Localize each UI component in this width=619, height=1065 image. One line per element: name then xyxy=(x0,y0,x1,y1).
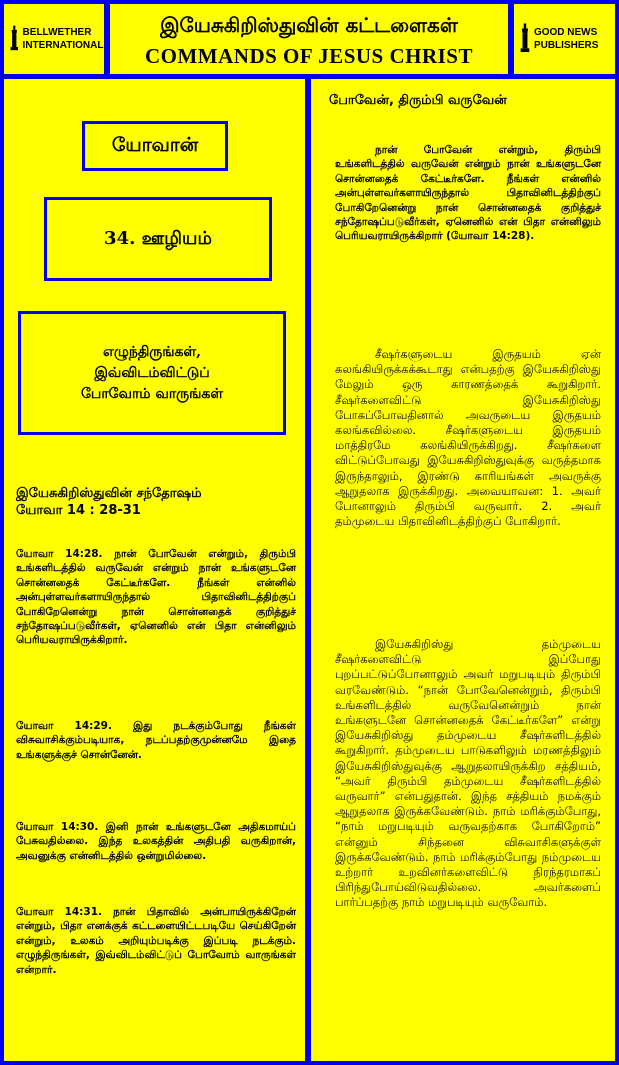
chapter-box xyxy=(44,197,272,281)
verse-30: யோவா 14:30. இனி நான் உங்களுடனே அதிகமாய்ப் பேசுவதில்லை. இந்த உலகத்தின் அதிபதி வருகிறான், அவனுக்கு என்னிடத்தில் ஒன்றுமில்லை. xyxy=(16,821,296,862)
command-line-2: இவ்விடம்விட்டுப் xyxy=(94,364,210,381)
title-tamil: இயேசுகிறிஸ்துவின் கட்டளைகள் xyxy=(160,13,458,37)
bellwether-logo xyxy=(4,4,104,74)
left-column xyxy=(4,79,305,1061)
book-title-box xyxy=(82,121,228,171)
section-heading xyxy=(16,485,296,519)
title-english: COMMANDS OF JESUS CHRIST xyxy=(144,44,473,68)
page-title xyxy=(110,4,508,74)
tower-icon xyxy=(10,14,19,64)
commentary-heading: போவேன், திரும்பி வருவேன் xyxy=(329,93,507,108)
section-reference: யோவா 14 : 28-31 xyxy=(16,503,141,518)
commentary-paragraph-2: இயேசுகிறிஸ்து தம்முடைய சீஷர்களைவிட்டு இப்போது புறப்பட்டுப்போனாலும் அவர் மறுபடியும் திரும்பி வரவேண்டும். “நான் போவேனென்றும், திரும்பி உங்களிடத்தில் வருவேனென்றும் நான் உங்களுடனே சொன்னதைக் கேட்டீர்களே” என்று இயேசுகிறிஸ்து தம்முடைய சீஷர்களிடத்தில் கூறுகிறார். தம்முடைய பாடுகளிலும் மரணத்திலும் இயேசுகிறிஸ்துவுக்கு ஆறுதலாயிருக்கிற சத்தியம், “அவர் திரும்பி தம்முடைய சீஷர்களிடத்தில் வருவார்” என்பதுதான். இந்த சத்தியம் நமக்கும் ஆறுதலாக இருக்கவேண்டும். நாம் மரிக்கும்போது, “நாம் மறுபடியும் வருவதற்காக போகிறோம்” என்னும் சிந்தனை விசுவாசிகளுக்குள் இருக்கவேண்டும். நாம் மரிக்கும்போது நம்முடைய உற்றார் உறவினர்களைவிட்டு நிரந்தரமாகப் பிரிந்துபோய்விடுவதில்லை. அவர்களைப் பார்ப்பதற்கு நாம் மறுபடியும் வருவோம். xyxy=(335,637,601,910)
right-column xyxy=(311,79,615,1061)
section-title: இயேசுகிறிஸ்துவின் சந்தோஷம் xyxy=(16,486,202,501)
command-line-3: போவோம் வாருங்கள் xyxy=(80,385,223,402)
good-news-logo xyxy=(514,4,615,74)
commentary-paragraph-1: சீஷர்களுடைய இருதயம் ஏன் கலங்கியிருக்கக்கூடாது என்பதற்கு இயேசுகிறிஸ்து மேலும் ஒரு காரணத்தைக் கூறுகிறார். சீஷர்களைவிட்டு இயேசுகிறிஸ்து போகப்போவதினால் அவருடைய இருதயம் கலங்கவில்லை. சீஷர்களுடைய இருதயம் மாத்திரமே கலங்கியிருக்கிறது. சீஷர்களை விட்டுப்போவது இயேசுகிறிஸ்துவுக்கு வருத்தமாக இருந்தாலும், இரண்டு காரியங்கள் அவருக்கு ஆறுதலாக இருக்கிறது. அவையாவன: 1. அவர் போனாலும் திரும்பி வருவார். 2. அவர் தம்முடைய பிதாவினிடத்திற்குப் போகிறார். xyxy=(335,347,601,529)
verse-28: யோவா 14:28. நான் போவேன் என்றும், திரும்பி உங்களிடத்தில் வருவேன் என்றும் நான் உங்களுடனே சொன்னதைக் கேட்டீர்களே. நீங்கள் என்னில் அன்புள்ளவர்களாயிருந்தால் பிதாவினிடத்திற்குப் போகிறேனென்று நான் சொன்னதைக் குறித்துச் சந்தோஷப்படுவீர்கள், ஏனெனில் என் பிதா என்னிலும் பெரியவராயிருக்கிறார். xyxy=(16,548,296,647)
bellwether-logo-text: BELLWETHER INTERNATIONAL xyxy=(22,27,104,51)
commentary-quote: நான் போவேன் என்றும், திரும்பி உங்களிடத்தில் வருவேன் என்றும் நான் உங்களுடனே சொன்னதைக் கேட்டீர்களே. நீங்கள் என்னில் அன்புள்ளவர்களாயிருந்தால் பிதாவினிடத்திற்குப் போகிறேனென்று நான் சொன்னதைக் குறித்துச் சந்தோஷப்படுவீர்கள், ஏனெனில் என் பிதா என்னிலும் பெரியவராயிருக்கிறார் (யோவா 14:28). xyxy=(335,144,601,243)
verse-31: யோவா 14:31. நான் பிதாவில் அன்பாயிருக்கிறேன் என்றும், பிதா எனக்குக் கட்டளையிட்டபடியே செய்கிறேன் என்றும், உலகம் அறியும்படிக்கு இப்படி நடக்கும். எழுந்திருங்கள், இவ்விடம்விட்டுப் போவோம் வாருங்கள் என்றார். xyxy=(16,906,296,976)
book-title: யோவான் xyxy=(111,133,199,156)
verse-29: யோவா 14:29. இது நடக்கும்போது நீங்கள் விசுவாசிக்கும்படியாக, நடப்பதற்குமுன்னமே இதை உங்களுக்குச் சொன்னேன். xyxy=(16,720,296,761)
command-box xyxy=(18,311,286,435)
command-line-1: எழுந்திருங்கள், xyxy=(102,343,202,360)
good-news-logo-text: GOOD NEWS PUBLISHERS xyxy=(533,27,599,51)
tower-icon xyxy=(520,14,530,64)
chapter-title: 34. ஊழியம் xyxy=(104,227,212,249)
